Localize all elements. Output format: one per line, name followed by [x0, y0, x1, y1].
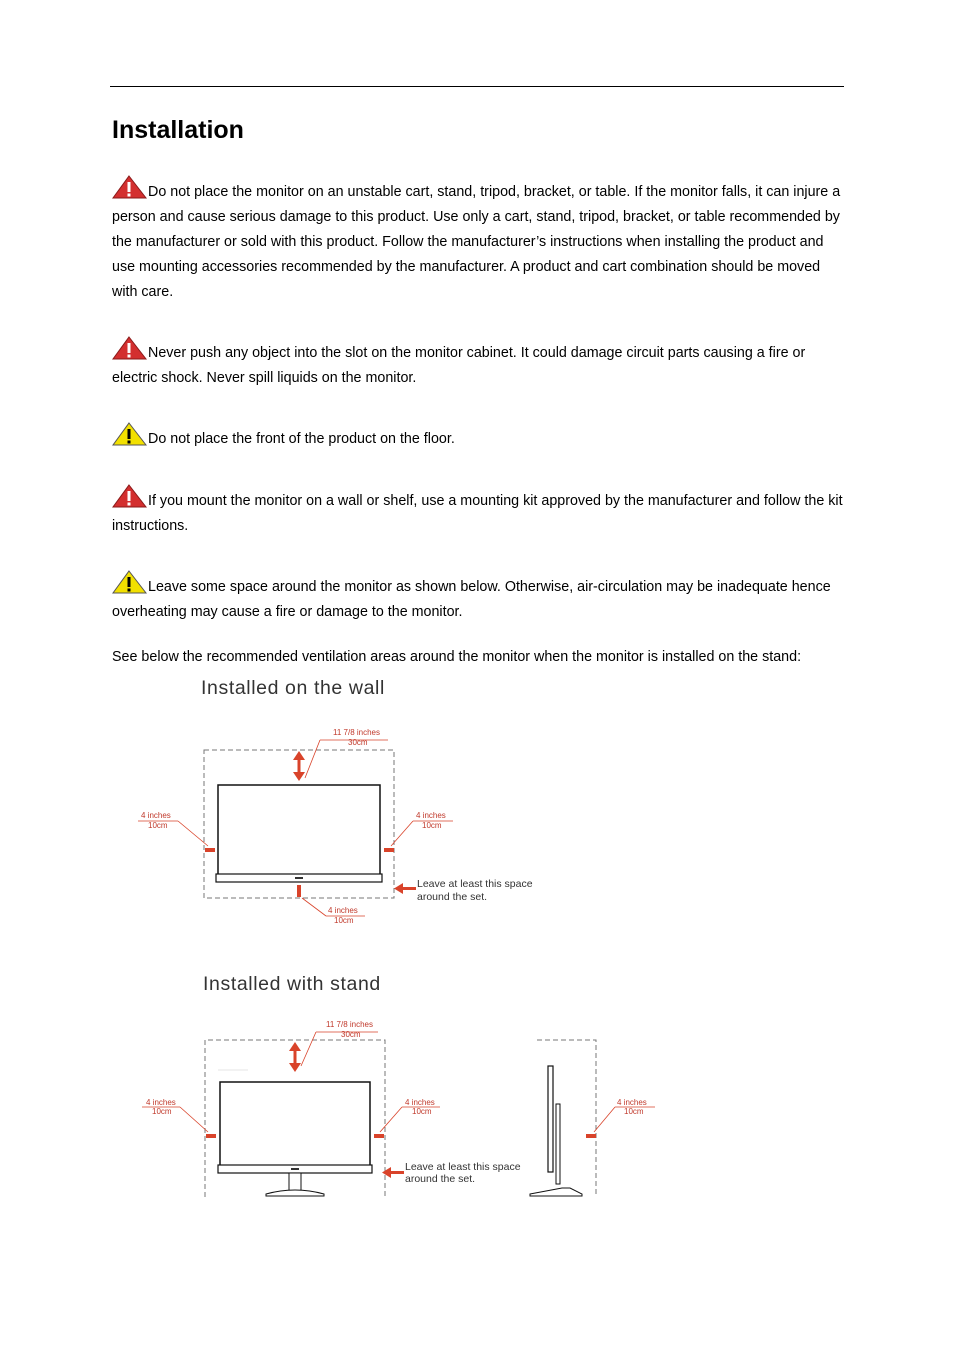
right-cm-label: 10cm — [412, 1107, 432, 1116]
right-clearance-arrow — [384, 848, 394, 852]
monitor-screen — [220, 1082, 370, 1166]
warning-paragraph-1 — [112, 175, 846, 305]
side-cm-label: 10cm — [624, 1107, 644, 1116]
page-title: Installation — [112, 116, 244, 144]
clearance-note-line1: Leave at least this space — [417, 878, 533, 890]
top-cm-label: 30cm — [348, 738, 368, 747]
top-inches-label: 11 7/8 inches — [333, 728, 380, 737]
paragraph-text: Do not place the front of the product on the floor. — [148, 431, 455, 447]
paragraph-text: Leave some space around the monitor as shown below. Otherwise, air-circulation may be inadequate hence overheating may cause a fire or damage to the monitor. — [112, 579, 831, 620]
side-stand-neck — [556, 1104, 560, 1184]
caution-paragraph-5 — [112, 570, 846, 625]
paragraph-text: If you mount the monitor on a wall or shelf, use a mounting kit approved by the manufacturer and follow the kit instructions. — [112, 493, 843, 534]
stand-installation-diagram — [130, 1012, 670, 1207]
clearance-note-line1: Leave at least this space — [405, 1161, 521, 1173]
monitor-logo — [291, 1168, 299, 1170]
top-inches-label: 11 7/8 inches — [326, 1020, 373, 1029]
bottom-cm-label: 10cm — [334, 916, 354, 925]
yellow-caution-icon — [112, 570, 148, 594]
left-inches-label: 4 inches — [146, 1098, 176, 1107]
clearance-note-line2: around the set. — [405, 1173, 476, 1185]
monitor-screen — [218, 785, 380, 875]
right-cm-label: 10cm — [422, 821, 442, 830]
top-cm-label: 30cm — [341, 1030, 361, 1039]
intro-text: See below the recommended ventilation areas around the monitor when the monitor is installed on the stand: — [112, 649, 802, 665]
yellow-caution-icon — [112, 422, 148, 446]
left-clearance-arrow — [206, 1134, 216, 1138]
top-clearance-arrow — [293, 751, 305, 781]
right-inches-label: 4 inches — [416, 811, 446, 820]
side-stand-base — [530, 1188, 582, 1196]
bottom-clearance-arrow — [297, 885, 301, 897]
clearance-note-line2: around the set. — [417, 891, 488, 903]
wall-installation-diagram — [130, 720, 580, 935]
side-clearance-boundary — [537, 1040, 596, 1197]
warning-paragraph-4 — [112, 484, 846, 539]
header-rule — [110, 86, 844, 87]
right-inches-label: 4 inches — [405, 1098, 435, 1107]
left-cm-label: 10cm — [148, 821, 168, 830]
side-inches-label: 4 inches — [617, 1098, 647, 1107]
note-pointer-arrow — [394, 883, 416, 894]
left-cm-label: 10cm — [152, 1107, 172, 1116]
bottom-inches-label: 4 inches — [328, 906, 358, 915]
monitor-logo — [295, 877, 303, 879]
paragraph-text: Never push any object into the slot on the monitor cabinet. It could damage circuit parts causing a fire or electric shock. Never spill liquids on the monitor. — [112, 345, 806, 386]
top-clearance-arrow — [289, 1042, 301, 1072]
red-warning-icon — [112, 484, 148, 508]
stand-base — [266, 1190, 324, 1196]
red-warning-icon — [112, 336, 148, 360]
caution-paragraph-3 — [112, 422, 846, 452]
warning-paragraph-2 — [112, 336, 846, 391]
stand-neck — [289, 1173, 301, 1191]
left-clearance-arrow — [205, 848, 215, 852]
side-monitor-panel — [548, 1066, 553, 1172]
stand-figure-title: Installed with stand — [203, 973, 381, 995]
wall-figure-title: Installed on the wall — [201, 677, 385, 699]
right-clearance-arrow — [374, 1134, 384, 1138]
side-clearance-arrow — [586, 1134, 596, 1138]
left-inches-label: 4 inches — [141, 811, 171, 820]
red-warning-icon — [112, 175, 148, 199]
paragraph-text: Do not place the monitor on an unstable cart, stand, tripod, bracket, or table. If the monitor falls, it can injure a person and cause serious damage to this product. Use only a cart, stand, tripod, bracket, or table recommended by the manufacturer or sold with this product. Follow the manufacturer’s instructions when installing the product and use mounting accessories recommended by the manufacturer. A product and cart combination should be moved with care. — [112, 184, 841, 300]
